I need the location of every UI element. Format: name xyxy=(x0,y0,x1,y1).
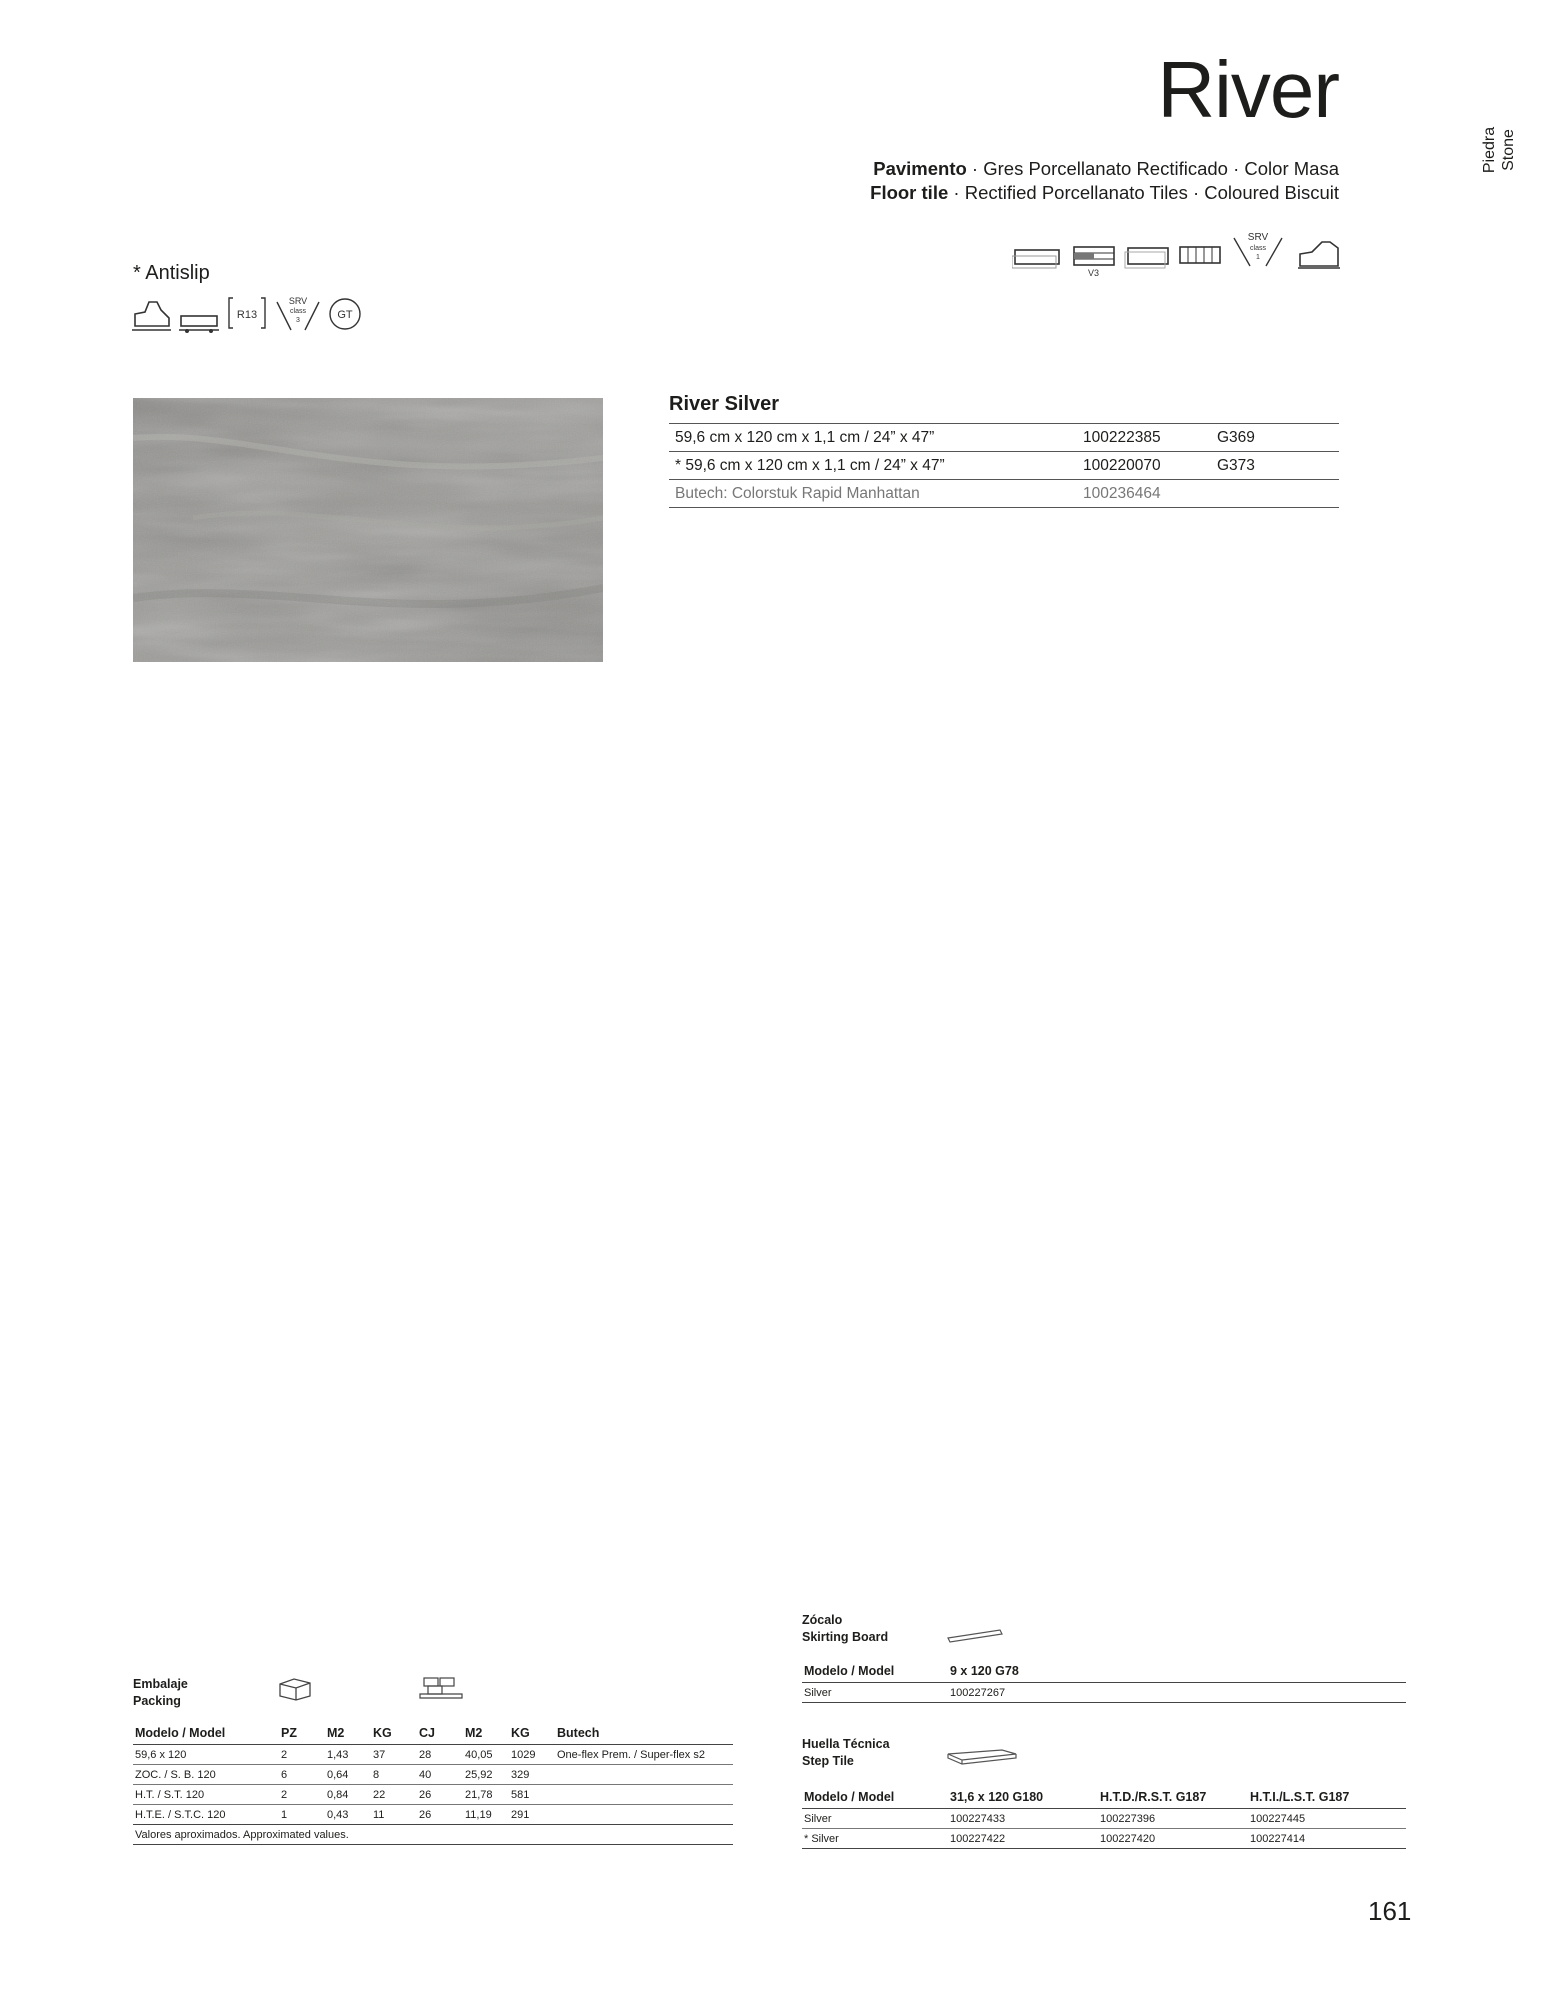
table-row: 59,6 x 120 2 1,43 37 28 40,05 1029 One-flex Prem. / Super-flex s2 xyxy=(133,1745,733,1765)
size-cell: * 59,6 cm x 120 cm x 1,1 cm / 24” x 47” xyxy=(669,452,1077,480)
pallet-icon xyxy=(418,1674,464,1707)
category-en: Stone xyxy=(1500,129,1517,171)
srv-class-icon xyxy=(1234,232,1282,266)
svg-text:GT: GT xyxy=(337,309,353,321)
packing-table xyxy=(133,1722,733,1845)
v3-label: V3 xyxy=(1088,268,1100,278)
table-row: H.T. / S.T. 120 2 0,84 22 26 21,78 581 xyxy=(133,1785,733,1805)
table-row: * Silver 100227422 100227420 100227414 xyxy=(802,1829,1406,1849)
table-header-row: Modelo / Model 31,6 x 120 G180 H.T.D./R.S.T. G187 H.T.I./L.S.T. G187 xyxy=(802,1786,1406,1809)
skirting-table xyxy=(802,1660,1406,1703)
ref-cell: G369 xyxy=(1211,424,1339,452)
table-row xyxy=(669,452,1339,480)
shoe-outdoor-icon xyxy=(132,302,171,330)
rectified-edge-icon xyxy=(1125,248,1168,268)
svg-text:class: class xyxy=(290,308,306,315)
spec-line-es: Pavimento · Gres Porcellanato Rectificado · Color Masa xyxy=(873,158,1339,179)
box-icon xyxy=(278,1676,312,1707)
svg-text:SRV: SRV xyxy=(288,296,308,306)
table-row xyxy=(669,424,1339,452)
format-rectangle-icon xyxy=(1012,250,1059,268)
packing-note-row xyxy=(133,1825,733,1845)
table-row: H.T.E. / S.T.C. 120 1 0,43 11 26 11,19 291 xyxy=(133,1805,733,1825)
r13-rating-icon xyxy=(229,298,265,328)
shade-variation-icon xyxy=(1074,247,1114,278)
size-cell: 59,6 cm x 120 cm x 1,1 cm / 24” x 47” xyxy=(669,424,1077,452)
code-cell: 100222385 xyxy=(1077,424,1211,452)
category-tab xyxy=(1480,110,1540,190)
size-cell: Butech: Colorstuk Rapid Manhattan xyxy=(669,480,1077,508)
category-es: Piedra xyxy=(1481,126,1498,174)
product-name: River Silver xyxy=(669,393,780,415)
product-reference-table xyxy=(669,423,1339,508)
step-tile-table xyxy=(802,1786,1406,1849)
river-silver-tile-image xyxy=(133,398,603,662)
srv-class-antislip-icon xyxy=(277,296,319,330)
spec-line-en: Floor tile · Rectified Porcellanato Tiles · Coloured Biscuit xyxy=(870,182,1339,203)
packing-label: Embalaje Packing xyxy=(133,1677,188,1708)
table-row: Silver 100227267 xyxy=(802,1683,1406,1703)
table-row: Silver 100227433 100227396 100227445 xyxy=(802,1809,1406,1829)
tile-feature-icons xyxy=(1012,226,1342,280)
svg-text:3: 3 xyxy=(296,317,300,324)
packing-note: Valores aproximados. Approximated values. xyxy=(133,1825,733,1845)
code-cell: 100220070 xyxy=(1077,452,1211,480)
skirting-board-icon xyxy=(946,1624,1006,1649)
svg-text:SRV: SRV xyxy=(1247,232,1269,243)
table-row: ZOC. / S. B. 120 6 0,64 8 40 25,92 329 xyxy=(133,1765,733,1785)
code-cell: 100236464 xyxy=(1077,480,1211,508)
ref-cell xyxy=(1211,480,1339,508)
page-title: River xyxy=(1157,45,1339,134)
svg-text:R13: R13 xyxy=(236,309,258,321)
table-header-row: Modelo / Model 9 x 120 G78 xyxy=(802,1660,1406,1683)
antislip-label: * Antislip xyxy=(133,262,210,284)
step-tile-icon xyxy=(946,1746,1018,1775)
skirting-label: Zócalo Skirting Board xyxy=(802,1613,889,1644)
ref-cell: G373 xyxy=(1211,452,1339,480)
gt-certification-icon xyxy=(330,299,360,329)
thickness-profile-icon xyxy=(179,316,219,333)
table-header-row: Modelo / Model PZ M2 KG CJ M2 KG Butech xyxy=(133,1722,733,1745)
page-number: 161 xyxy=(1368,1896,1412,1926)
antislip-icons xyxy=(131,290,371,340)
frost-resistance-icon xyxy=(1180,247,1220,263)
shoe-traffic-icon xyxy=(1298,242,1340,268)
step-tile-label: Huella Técnica Step Tile xyxy=(802,1737,890,1768)
svg-text:1: 1 xyxy=(1256,254,1260,261)
table-row xyxy=(669,480,1339,508)
svg-text:class: class xyxy=(1250,245,1266,252)
